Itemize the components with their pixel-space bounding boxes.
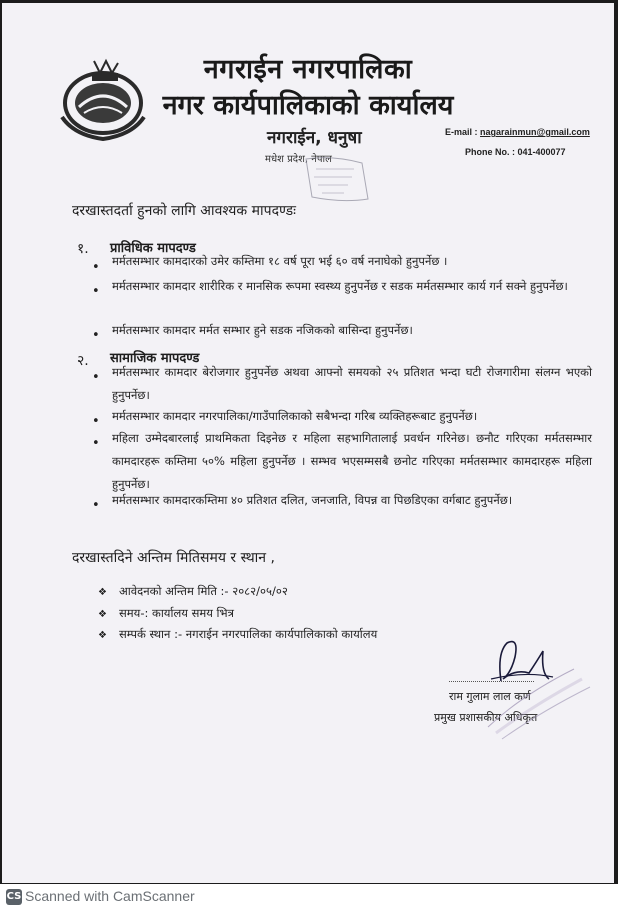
scanner-watermark-text: Scanned with CamScanner [25, 888, 195, 904]
list-item: मर्मतसम्भार कामदार बेरोजगार हुनुपर्नेछ अथवा आफ्नो समयको २५ प्रतिशत भन्दा घटी रोजगारीमा संलग्न भएको हुनुपर्नेछ। [112, 365, 592, 402]
section-number: २. [77, 353, 89, 369]
diamond-bullet-icon: ❖ [98, 587, 107, 598]
signatory-name: राम गुलाम लाल कर्ण [449, 690, 531, 703]
section-title: प्राविधिक मापदण्ड [110, 241, 196, 256]
deadline-item: सम्पर्क स्थान :- नगराईन नगरपालिका कार्यपालिकाको कार्यालय [119, 627, 378, 641]
list-item: मर्मतसम्भार कामदार नगरपालिका/गाउँपालिकाको सबैभन्दा गरिब व्यक्तिहरूबाट हुनुपर्नेछ। [112, 409, 478, 423]
bullet-icon: • [92, 260, 100, 275]
scanner-footer [0, 884, 618, 910]
email-info [445, 127, 590, 137]
bullet-icon: • [92, 436, 100, 451]
document-page [2, 3, 614, 883]
municipality-name: नगराईन नगरपालिका [203, 54, 413, 85]
official-seal-stamp-icon [482, 665, 597, 745]
list-item: मर्मतसम्भार कामदार शारीरिक र मानसिक रूपमा स्वस्थ्य हुनुपर्नेछ र सडक मर्मतसम्भार कार्य गर्न सक्ने हुनुपर्नेछ। [112, 279, 568, 293]
phone-info: Phone No. : 041-400077 [465, 147, 566, 157]
email-link[interactable]: nagarainmun@gmail.com [480, 127, 590, 137]
section-title: सामाजिक मापदण्ड [110, 351, 200, 366]
list-item: मर्मतसम्भार कामदारको उमेर कम्तिमा १८ वर्ष पूरा भई ६० वर्ष ननाघेको हुनुपर्नेछ । [112, 254, 448, 268]
section-number: १. [77, 241, 89, 257]
province-label: मधेश प्रदेश, नेपाल [265, 154, 332, 165]
deadline-item: समय-: कार्यालय समय भित्र [119, 606, 234, 620]
list-item: मर्मतसम्भार कामदार मर्मत सम्भार हुने सडक नजिकको बासिन्दा हुनुपर्नेछ। [112, 323, 413, 337]
requirements-heading: दरखास्तदर्ता हुनको लागि आवश्यक मापदण्डः [72, 203, 296, 219]
list-item: मर्मतसम्भार कामदारकम्तिमा ४० प्रतिशत दलित, जनजाति, विपन्न वा पिछडिएका वर्गबाट हुनुपर्नेछ। [112, 493, 513, 507]
bullet-icon: • [92, 370, 100, 385]
office-stamp-icon [302, 153, 372, 205]
diamond-bullet-icon: ❖ [98, 609, 107, 620]
bullet-icon: • [92, 328, 100, 343]
bullet-icon: • [92, 284, 100, 299]
email-label: E-mail : [445, 127, 478, 137]
office-location: नगराईन, धनुषा [267, 128, 362, 148]
office-name: नगर कार्यपालिकाको कार्यालय [162, 90, 454, 121]
bullet-icon: • [92, 414, 100, 429]
deadline-item: आवेदनको अन्तिम मिति :- २०८२/०५/०२ [119, 584, 288, 598]
deadline-heading: दरखास्तदिने अन्तिम मितिसमय र स्थान , [72, 550, 275, 566]
camscanner-logo-icon: CS [6, 889, 22, 905]
signatory-title: प्रमुख प्रशासकीय अधिकृत [434, 711, 538, 724]
list-item: महिला उम्मेदबारलाई प्राथमिकता दिइनेछ र महिला सहभागितालाई प्रवर्धन गरिनेछ। छनौट गरिएका मर्मतसम्भार कामदारहरू कम्तिमा ५०% महिला हुनुपर्नेछ । सम्भव भएसम्मसबै छनोट गरिएका मर्मतसम्भार कामदारहरू महिला हुनुपर्नेछ। [112, 431, 592, 491]
diamond-bullet-icon: ❖ [98, 630, 107, 641]
bullet-icon: • [92, 498, 100, 513]
